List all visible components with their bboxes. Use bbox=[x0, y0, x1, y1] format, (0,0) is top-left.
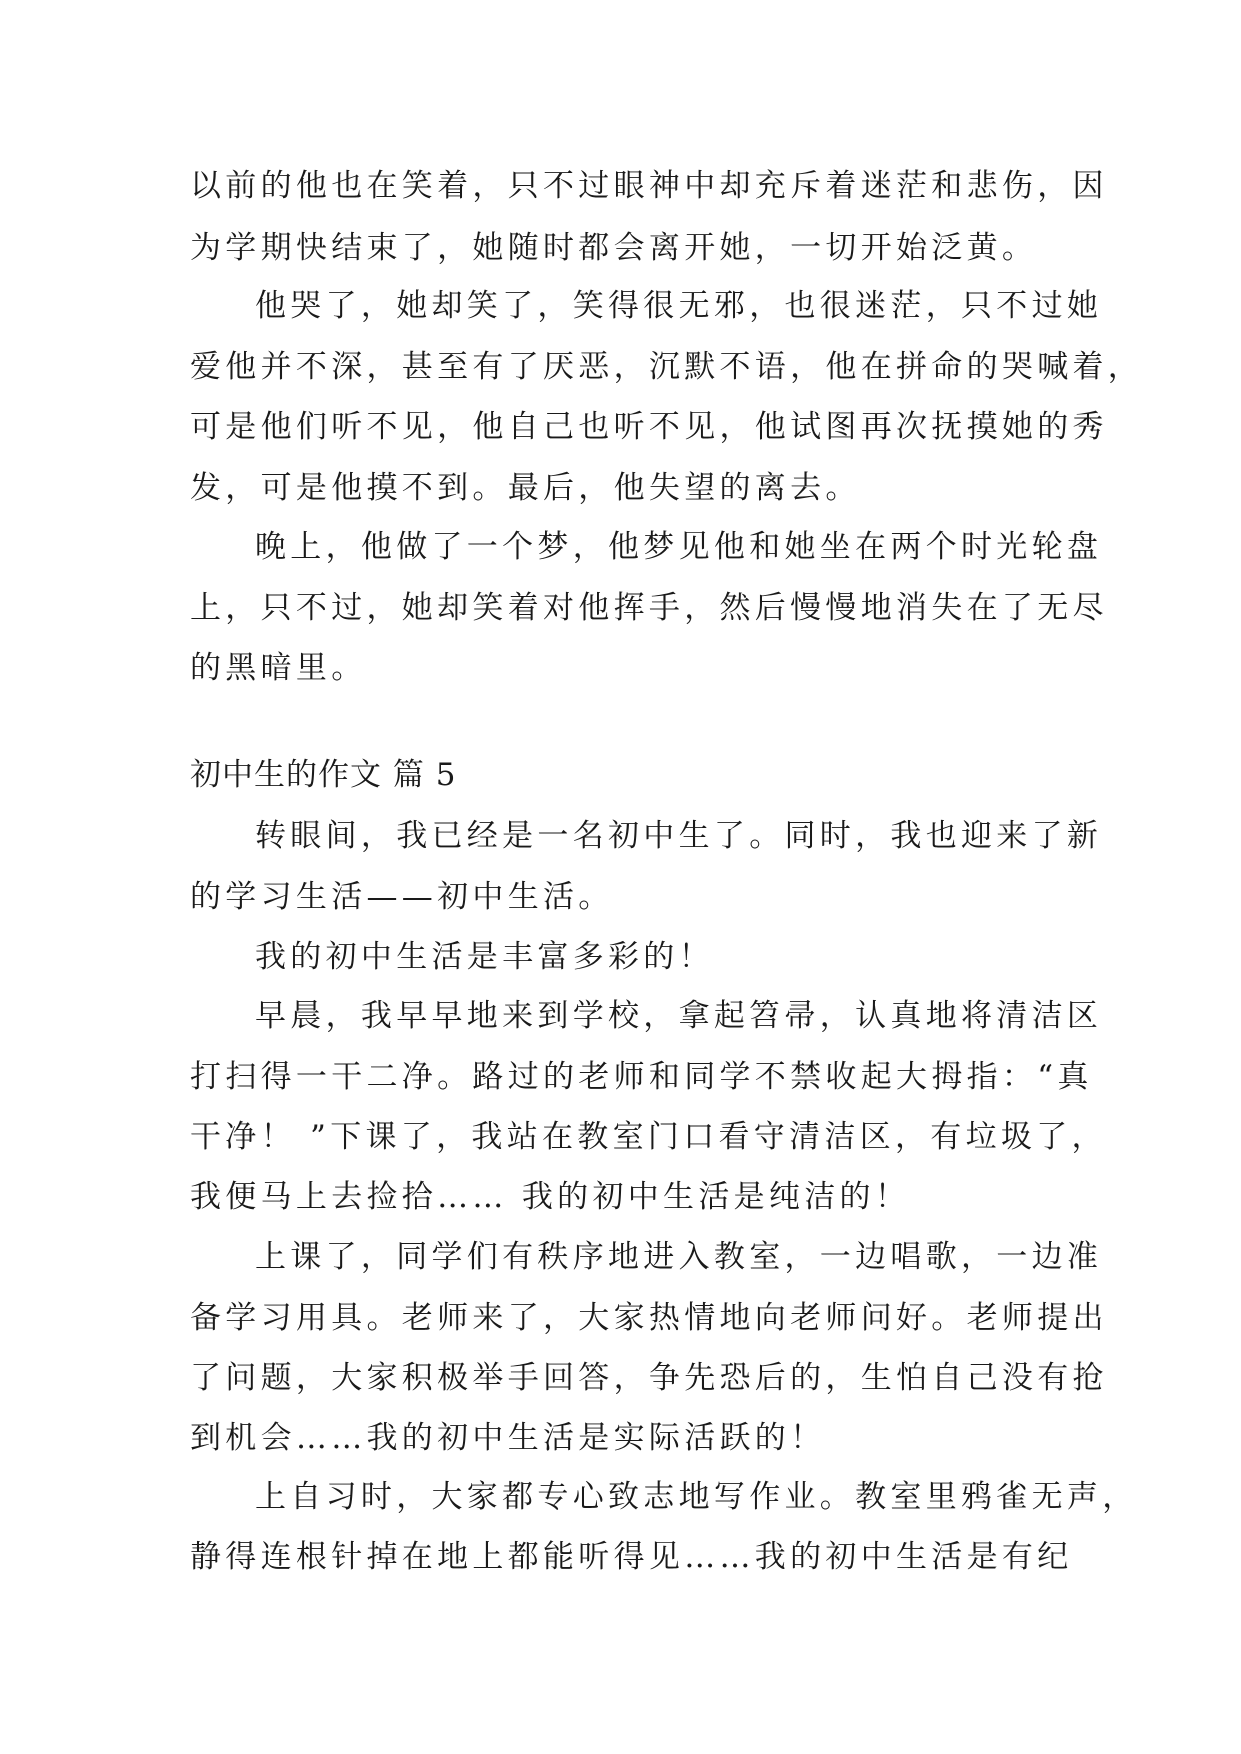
text-line-3: 他哭了，她却笑了，笑得很无邪，也很迷茫，只不过她 bbox=[255, 288, 1103, 324]
text-line-19: 备学习用具。老师来了，大家热情地向老师问好。老师提出 bbox=[190, 1300, 1108, 1336]
text-line-12: 的学习生活——初中生活。 bbox=[190, 879, 614, 915]
text-line-6: 发，可是他摸不到。最后，他失望的离去。 bbox=[190, 470, 861, 506]
text-line-2: 为学期快结束了，她随时都会离开她，一切开始泛黄。 bbox=[190, 230, 1038, 266]
text-line-11: 转眼间，我已经是一名初中生了。同时，我也迎来了新 bbox=[255, 818, 1103, 854]
section-heading: 初中生的作文 篇 5 bbox=[190, 757, 457, 793]
text-line-4: 爱他并不深，甚至有了厌恶，沉默不语，他在拼命的哭喊着， bbox=[190, 349, 1144, 385]
text-line-16: 干净！ ”下课了，我站在教室门口看守清洁区，有垃圾了， bbox=[190, 1119, 1107, 1155]
text-line-23: 静得连根针掉在地上都能听得见……我的初中生活是有纪 bbox=[190, 1539, 1073, 1575]
text-line-15: 打扫得一干二净。路过的老师和同学不禁收起大拇指：“真 bbox=[190, 1059, 1093, 1095]
text-line-7: 晚上，他做了一个梦，他梦见他和她坐在两个时光轮盘 bbox=[255, 529, 1103, 565]
text-line-1: 以前的他也在笑着，只不过眼神中却充斥着迷茫和悲伤，因 bbox=[190, 168, 1108, 204]
text-line-20: 了问题，大家积极举手回答，争先恐后的，生怕自己没有抢 bbox=[190, 1360, 1108, 1396]
text-line-22: 上自习时，大家都专心致志地写作业。教室里鸦雀无声， bbox=[255, 1479, 1138, 1515]
text-line-17: 我便马上去捡拾…… 我的初中生活是纯洁的！ bbox=[190, 1179, 911, 1215]
text-line-14: 早晨，我早早地来到学校，拿起笤帚，认真地将清洁区 bbox=[255, 998, 1103, 1034]
text-line-8: 上，只不过，她却笑着对他挥手，然后慢慢地消失在了无尽 bbox=[190, 590, 1108, 626]
text-line-5: 可是他们听不见，他自己也听不见，他试图再次抚摸她的秀 bbox=[190, 409, 1108, 445]
text-line-18: 上课了，同学们有秩序地进入教室，一边唱歌，一边准 bbox=[255, 1239, 1103, 1275]
text-line-21: 到机会……我的初中生活是实际活跃的！ bbox=[190, 1420, 826, 1456]
text-line-9: 的黑暗里。 bbox=[190, 650, 367, 686]
text-line-13: 我的初中生活是丰富多彩的！ bbox=[255, 939, 714, 975]
